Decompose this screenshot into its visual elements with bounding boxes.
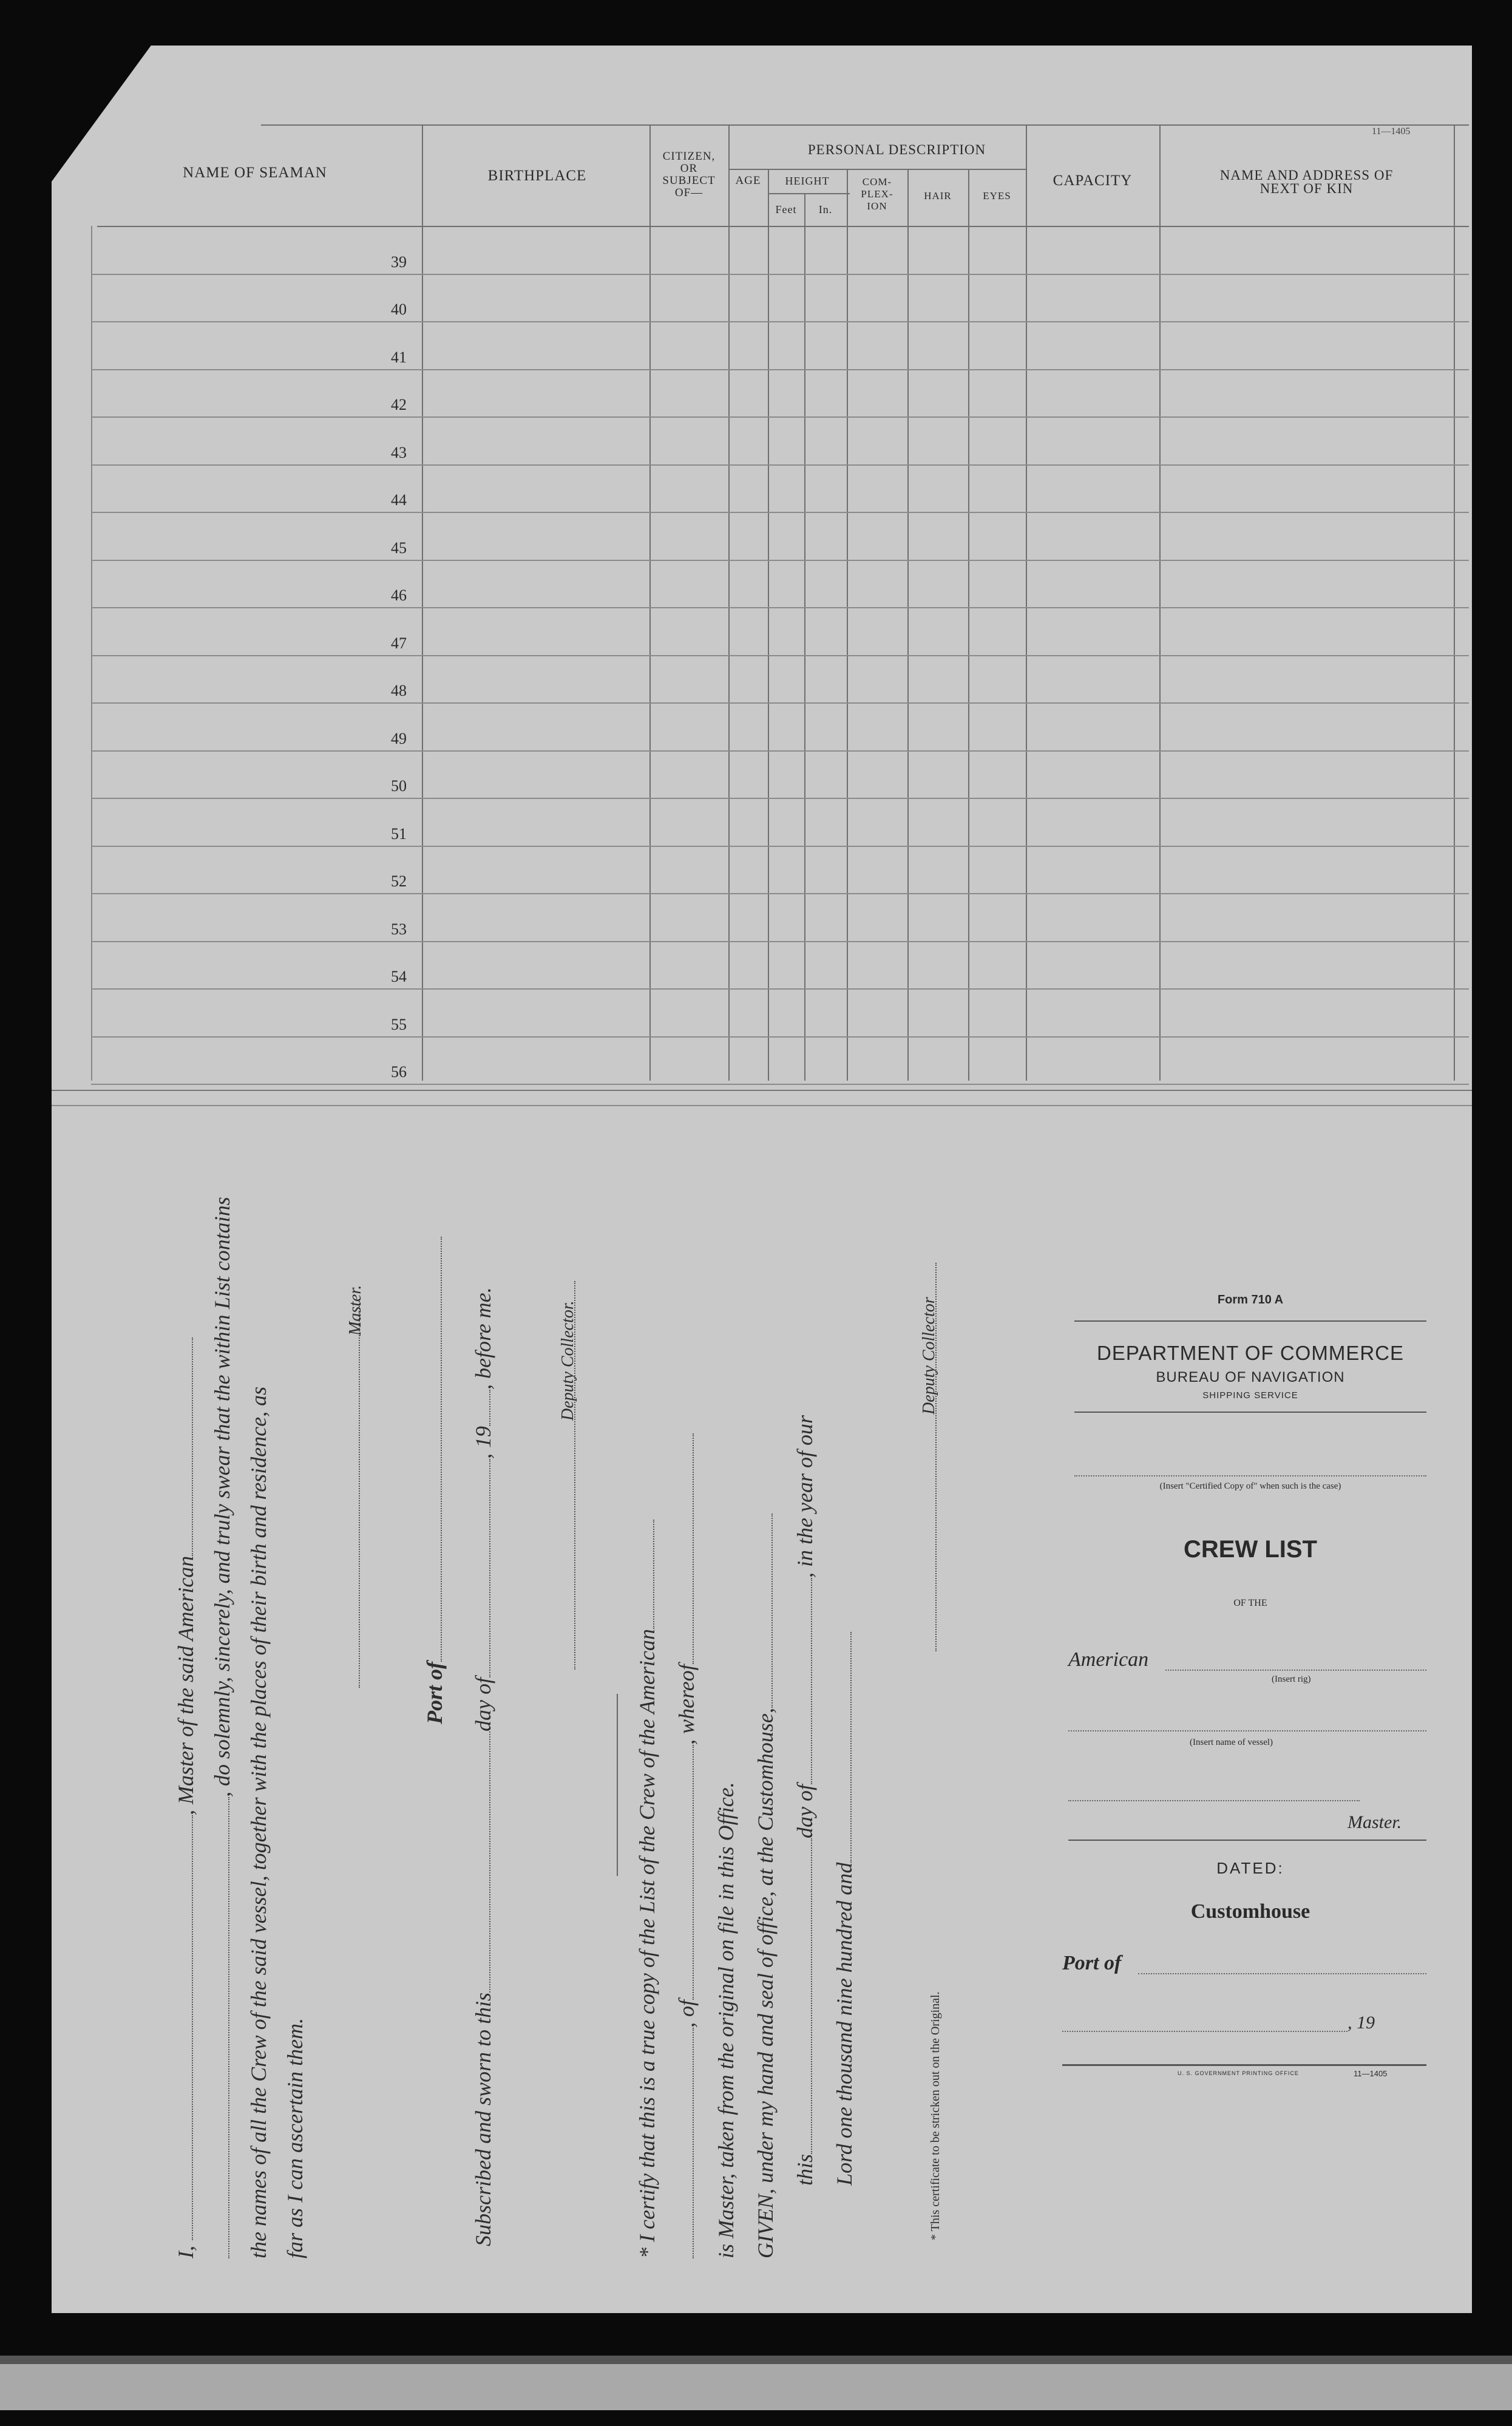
- form-number: Form 710 A: [1217, 1293, 1284, 1306]
- certify-line-2: , of, whereof: [674, 1433, 699, 2258]
- table-row-line: [91, 798, 1469, 799]
- row-number: 41: [391, 348, 407, 366]
- row-number: 50: [391, 777, 407, 795]
- american-label: American: [1068, 1648, 1149, 1671]
- deputy-collector-label-1: Deputy Collector.: [558, 1300, 577, 1421]
- form-number-top: 11—1405: [1372, 126, 1411, 137]
- table-row-line: [91, 416, 1469, 418]
- table-row-line: [91, 988, 1469, 990]
- row-number: 40: [391, 301, 407, 318]
- table-row-line: [91, 607, 1469, 608]
- header-hair: HAIR: [924, 190, 952, 202]
- dated-label: DATED:: [1216, 1859, 1284, 1877]
- header-personal-description: PERSONAL DESCRIPTION: [807, 142, 986, 157]
- certify-line-5: thisday of, in the year of our: [793, 1415, 817, 2186]
- header-feet: Feet: [775, 203, 797, 216]
- of-the-label: OF THE: [1233, 1598, 1267, 1608]
- row-number: 55: [391, 1015, 407, 1033]
- header-inches: In.: [818, 203, 833, 216]
- table-row-line: [91, 321, 1469, 322]
- bureau-title: BUREAU OF NAVIGATION: [1156, 1369, 1345, 1385]
- insert-name-note: (Insert name of vessel): [1190, 1738, 1273, 1747]
- master-signature-line: [340, 1299, 365, 1688]
- table-row-line: [91, 846, 1469, 847]
- printer-note: U. S. GOVERNMENT PRINTING OFFICE: [1178, 2070, 1299, 2076]
- certify-line-3: is Master, taken from the original on file in this Office.: [714, 1782, 738, 2258]
- separator-line: [598, 1694, 623, 1876]
- certify-line-1: * I certify that this is a true copy of the List of the Crew of the American: [634, 1520, 660, 2258]
- certificate-footnote: * This certificate to be stricken out on the Original.: [929, 1991, 942, 2240]
- port-of-cover-label: Port of: [1062, 1952, 1122, 1974]
- row-number: 54: [391, 968, 407, 985]
- header-name-of-seaman: NAME OF SEAMAN: [183, 165, 327, 181]
- table-row-line: [91, 702, 1469, 704]
- lower-page-edge: [0, 2356, 1512, 2410]
- header-height: HEIGHT: [785, 175, 830, 187]
- certify-line-4: GIVEN, under my hand and seal of office, at the Customhouse,: [753, 1514, 778, 2258]
- header-complexion: COM- PLEX- ION: [861, 176, 893, 212]
- header-eyes: EYES: [983, 190, 1011, 202]
- row-number: 53: [391, 920, 407, 938]
- row-number: 51: [391, 824, 407, 843]
- table-row-line: [91, 750, 1469, 752]
- subscribed-line: Subscribed and sworn to thisday of, 19, before me.: [471, 1287, 495, 2246]
- row-number: 44: [391, 491, 407, 509]
- header-age: AGE: [735, 174, 761, 187]
- oath-line-2: , do solemnly, sincerely, and truly swear that the within List contains: [209, 1197, 235, 2258]
- insert-certified-note: (Insert "Certified Copy of" when such is the case): [1159, 1481, 1341, 1491]
- table-row-line: [91, 369, 1469, 370]
- header-citizen: CITIZEN, OR SUBJECT OF—: [662, 150, 716, 199]
- crew-list-title: CREW LIST: [1184, 1536, 1317, 1563]
- row-number: 45: [391, 539, 407, 557]
- oath-line-4: far as I can ascertain them.: [283, 2018, 307, 2258]
- table-row-line: [91, 893, 1469, 894]
- table-row-line: [91, 1036, 1469, 1038]
- deputy-collector-label-2: Deputy Collector: [920, 1297, 938, 1415]
- department-title: DEPARTMENT OF COMMERCE: [1096, 1342, 1405, 1364]
- certify-line-6: Lord one thousand nine hundred and: [832, 1632, 857, 2186]
- form-number-bottom: 11—1405: [1354, 2069, 1388, 2078]
- row-number: 39: [391, 253, 407, 271]
- master-label: Master.: [346, 1285, 365, 1336]
- header-next-of-kin: NAME AND ADDRESS OF NEXT OF KIN: [1219, 168, 1394, 196]
- table-row-line: [91, 655, 1469, 656]
- table-row-line: [91, 274, 1469, 275]
- header-capacity: CAPACITY: [1053, 172, 1133, 189]
- table-row-line: [91, 941, 1469, 942]
- header-birthplace: BIRTHPLACE: [487, 168, 587, 184]
- port-of-line: Port of: [422, 1237, 447, 1724]
- table-row-line: [91, 1084, 1469, 1085]
- nineteen-label: , 19: [1348, 2013, 1375, 2033]
- table-row-line: [91, 512, 1469, 513]
- cover-panel: [1062, 1293, 1439, 2107]
- service-title: SHIPPING SERVICE: [1202, 1390, 1298, 1401]
- row-number: 56: [391, 1063, 407, 1081]
- row-number: 42: [391, 396, 407, 413]
- oath-line-1: I, , Master of the said American: [173, 1337, 198, 2258]
- table-row-line: [91, 560, 1469, 561]
- insert-rig-note: (Insert rig): [1272, 1674, 1311, 1684]
- row-number: 43: [391, 443, 407, 461]
- row-number: 47: [391, 634, 407, 652]
- master-cover-label: Master.: [1348, 1812, 1402, 1832]
- oath-line-3: the names of all the Crew of the said vessel, together with the places of their birth and residence, as: [246, 1386, 271, 2258]
- row-number: 48: [391, 682, 407, 699]
- row-number: 46: [391, 586, 407, 604]
- row-number: 49: [391, 729, 407, 747]
- customhouse-label: Customhouse: [1190, 1900, 1310, 1923]
- table-row-line: [91, 464, 1469, 466]
- row-number: 52: [391, 872, 407, 890]
